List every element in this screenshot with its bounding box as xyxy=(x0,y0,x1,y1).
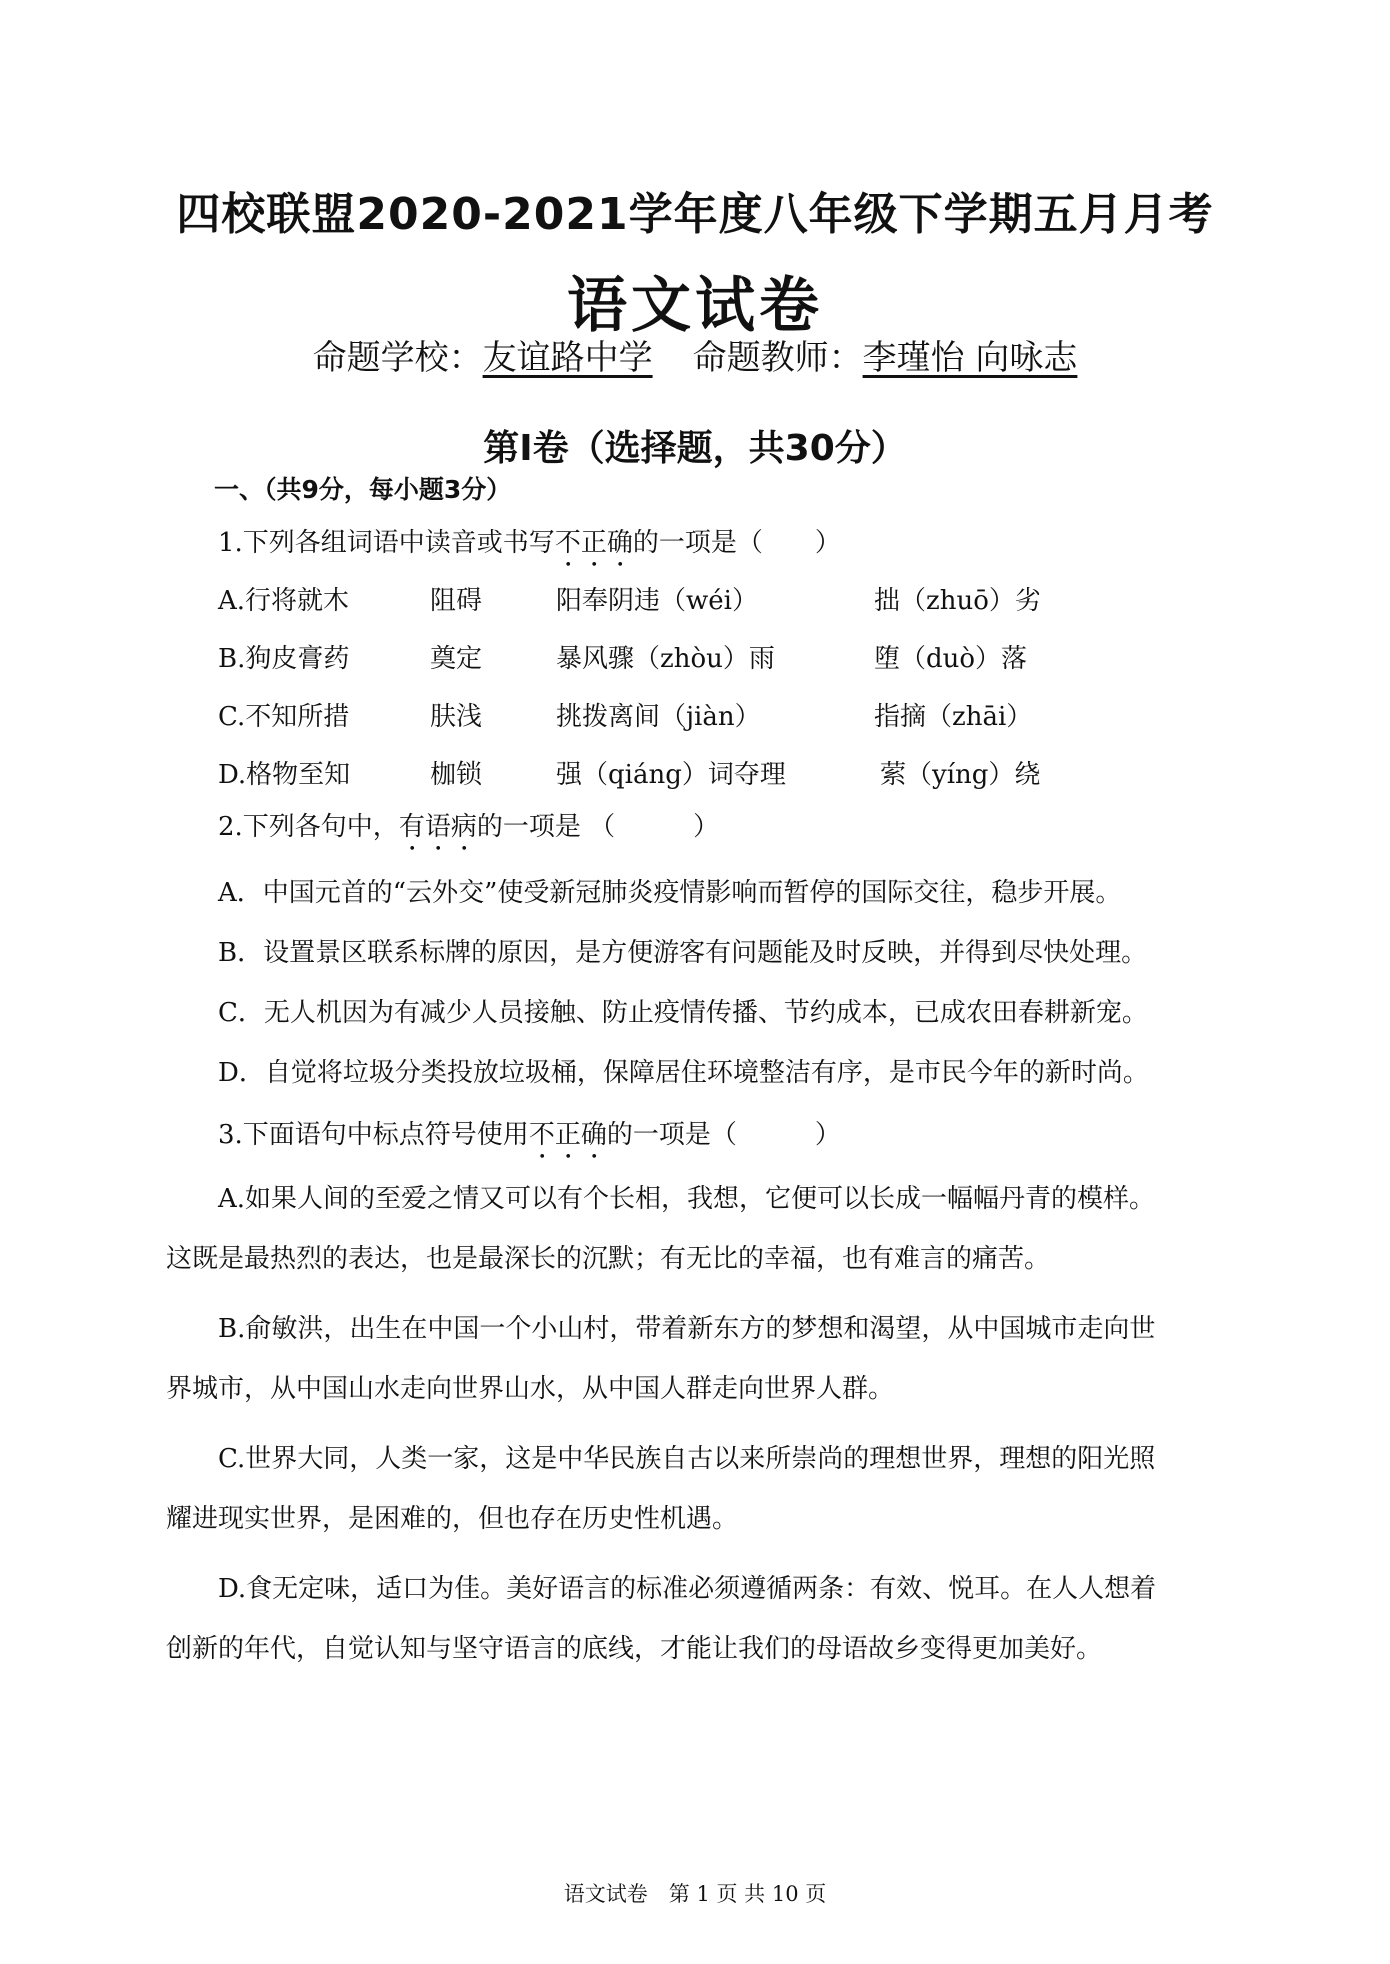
q1-option-a-col3: 阳奉阴违（wéi） xyxy=(556,586,758,616)
q1-option-c-col2: 肤浅 xyxy=(430,702,483,732)
q3-option-a-line1: A.如果人间的至爱之情又可以有个长相，我想，它便可以长成一幅幅丹青的模样。 xyxy=(218,1184,1156,1214)
q1-option-b-col1: B.狗皮膏药 xyxy=(218,644,350,674)
emphasis-text: 不正确 xyxy=(554,528,633,558)
q2-option-c: C．无人机因为有减少人员接触、防止疫情传播、节约成本，已成农田春耕新宠。 xyxy=(218,998,1148,1028)
emphasis-text: 有语病 xyxy=(398,812,477,842)
q3-option-b-line2: 界城市，从中国山水走向世界山水，从中国人群走向世界人群。 xyxy=(166,1374,895,1404)
page-footer: 语文试卷 第 1 页 共 10 页 xyxy=(563,1882,827,1906)
q1-option-b-col2: 奠定 xyxy=(430,644,483,674)
teacher-label: 命题教师： xyxy=(692,338,863,378)
q3-option-d-line2: 创新的年代，自觉认知与坚守语言的底线，才能让我们的母语故乡变得更加美好。 xyxy=(166,1634,1103,1664)
q1-option-c-col4: 指摘（zhāi） xyxy=(874,702,1033,732)
author-line xyxy=(0,330,1390,379)
school-label: 命题学校： xyxy=(312,338,483,378)
q1-option-a-col4: 拙（zhuō）劣 xyxy=(874,586,1041,616)
q3-option-d-line1: D.食无定味，适口为佳。美好语言的标准必须遵循两条：有效、悦耳。在人人想着 xyxy=(218,1574,1157,1604)
q1-option-b-col4: 堕（duò）落 xyxy=(874,644,1028,674)
q3-option-c-line2: 耀进现实世界，是困难的，但也存在历史性机遇。 xyxy=(166,1504,739,1534)
q1-option-d-col4: 萦（yíng）绕 xyxy=(880,760,1041,790)
question-3-stem: 3.下面语句中标点符号使用不正确的一项是（ ） xyxy=(218,1120,841,1150)
q1-option-d-col1: D.格物至知 xyxy=(218,760,351,790)
q1-option-a-col2: 阻碍 xyxy=(430,586,483,616)
q1-option-c-col1: C.不知所措 xyxy=(218,702,350,732)
q3-option-c-line1: C.世界大同，人类一家，这是中华民族自古以来所崇尚的理想世界，理想的阳光照 xyxy=(218,1444,1156,1474)
q3-option-a-line2: 这既是最热烈的表达，也是最深长的沉默；有无比的幸福，也有难言的痛苦。 xyxy=(166,1244,1051,1274)
question-2-stem: 2.下列各句中，有语病的一项是 （ ） xyxy=(218,812,720,842)
school-name: 友谊路中学 xyxy=(482,338,653,378)
part-title: 一、（共9分，每小题3分） xyxy=(214,475,512,504)
teacher-names: 李瑾怡 向咏志 xyxy=(862,338,1078,378)
q1-option-d-col3: 强（qiáng）词夺理 xyxy=(556,760,786,790)
section-title: 第Ⅰ卷（选择题，共30分） xyxy=(483,428,907,469)
emphasis-text: 不正确 xyxy=(528,1120,607,1150)
paper-title: 语文试卷 xyxy=(567,271,823,341)
exam-title: 四校联盟2020-2021学年度八年级下学期五月月考 xyxy=(176,189,1214,240)
q1-option-c-col3: 挑拨离间（jiàn） xyxy=(556,702,761,732)
q1-option-d-col2: 枷锁 xyxy=(430,760,483,790)
q2-option-a: A．中国元首的“云外交”使受新冠肺炎疫情影响而暂停的国际交往，稳步开展。 xyxy=(218,878,1122,908)
q2-option-d: D．自觉将垃圾分类投放垃圾桶，保障居住环境整洁有序，是市民今年的新时尚。 xyxy=(218,1058,1149,1088)
q1-option-a-col1: A.行将就木 xyxy=(218,586,350,616)
q1-option-b-col3: 暴风骤（zhòu）雨 xyxy=(556,644,775,674)
q3-option-b-line1: B.俞敏洪，出生在中国一个小山村，带着新东方的梦想和渴望，从中国城市走向世 xyxy=(218,1314,1156,1344)
question-1-stem: 1.下列各组词语中读音或书写不正确的一项是（ ） xyxy=(218,528,841,558)
q2-option-b: B．设置景区联系标牌的原因，是方便游客有问题能及时反映，并得到尽快处理。 xyxy=(218,938,1148,968)
